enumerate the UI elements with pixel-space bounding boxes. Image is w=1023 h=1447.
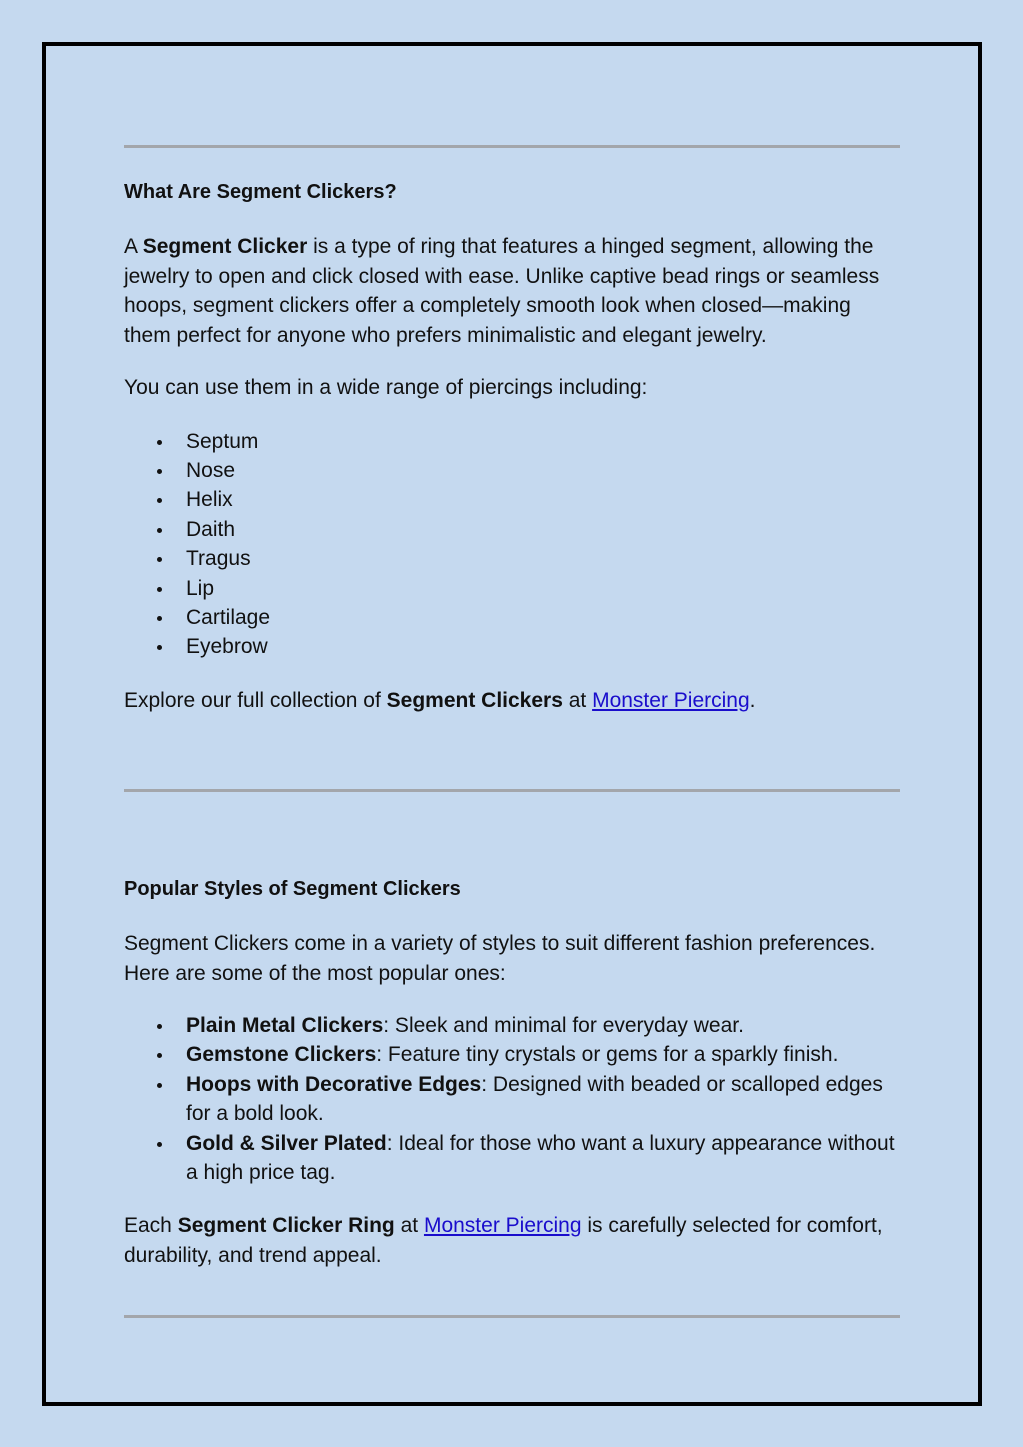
list-item: Tragus <box>124 544 900 573</box>
style-description: : Feature tiny crystals or gems for a sparkly finish. <box>376 1043 839 1067</box>
closing-suffix: is carefully selected for comfort, durability, and trend appeal. <box>124 1214 883 1267</box>
list-item <box>124 1040 900 1069</box>
section-popular-styles <box>124 877 900 1270</box>
list-item: Lip <box>124 574 900 603</box>
monster-piercing-link[interactable]: Monster Piercing <box>423 1214 582 1238</box>
list-item: Nose <box>124 456 900 485</box>
intro-text: is a type of ring that features a hinged segment, allowing the jewelry to open and click closed with ease. Unlike captive bead rings or seamless hoops, segment clickers offer a completely smooth look when closed—making them perfect for anyone who prefers minimalistic and elegant jewelry. <box>124 235 880 347</box>
style-name: Hoops with Decorative Edges <box>186 1072 482 1096</box>
styles-list <box>124 1011 900 1187</box>
section-heading: Popular Styles of Segment Clickers <box>124 878 461 900</box>
style-name: Gemstone Clickers <box>186 1043 377 1067</box>
monster-piercing-link[interactable]: Monster Piercing <box>592 688 750 712</box>
style-description: : Sleek and minimal for everyday wear. <box>383 1014 744 1037</box>
section-what-are-segment-clickers <box>124 180 900 715</box>
explore-prefix: Explore our full collection of <box>124 688 387 712</box>
list-item <box>124 1129 900 1188</box>
list-item <box>124 1011 900 1040</box>
usage-paragraph: You can use them in a wide range of piercings including: <box>124 376 648 399</box>
closing-paragraph <box>124 1211 900 1270</box>
intro-prefix: A <box>124 235 143 258</box>
divider <box>124 145 900 148</box>
piercing-list <box>124 427 900 662</box>
styles-intro-paragraph: Segment Clickers come in a variety of styles to suit different fashion preferences. Here are some of the most popular ones: <box>124 932 876 985</box>
explore-paragraph <box>124 686 900 716</box>
explore-suffix: . <box>749 688 756 712</box>
list-item <box>124 1070 900 1129</box>
style-description: : Designed with beaded or scalloped edges for a bold look. <box>186 1072 883 1126</box>
style-name: Plain Metal Clickers <box>186 1014 384 1037</box>
list-item: Cartilage <box>124 603 900 632</box>
list-item: Helix <box>124 485 900 514</box>
style-name: Gold & Silver Plated <box>186 1131 387 1155</box>
explore-bold-term: Segment Clickers <box>386 688 563 712</box>
divider <box>124 789 900 792</box>
list-item: Daith <box>124 515 900 544</box>
style-description: : Ideal for those who want a luxury appearance without a high price tag. <box>186 1131 895 1185</box>
list-item: Septum <box>124 427 900 456</box>
list-item: Eyebrow <box>124 632 900 661</box>
intro-bold-term: Segment Clicker <box>142 235 308 258</box>
intro-paragraph <box>124 232 900 350</box>
divider <box>124 1315 900 1318</box>
closing-bold-term: Segment Clicker Ring <box>177 1214 395 1238</box>
section-heading: What Are Segment Clickers? <box>124 181 397 203</box>
closing-middle: at <box>394 1214 424 1238</box>
closing-prefix: Each <box>124 1214 178 1238</box>
explore-middle: at <box>562 688 593 712</box>
